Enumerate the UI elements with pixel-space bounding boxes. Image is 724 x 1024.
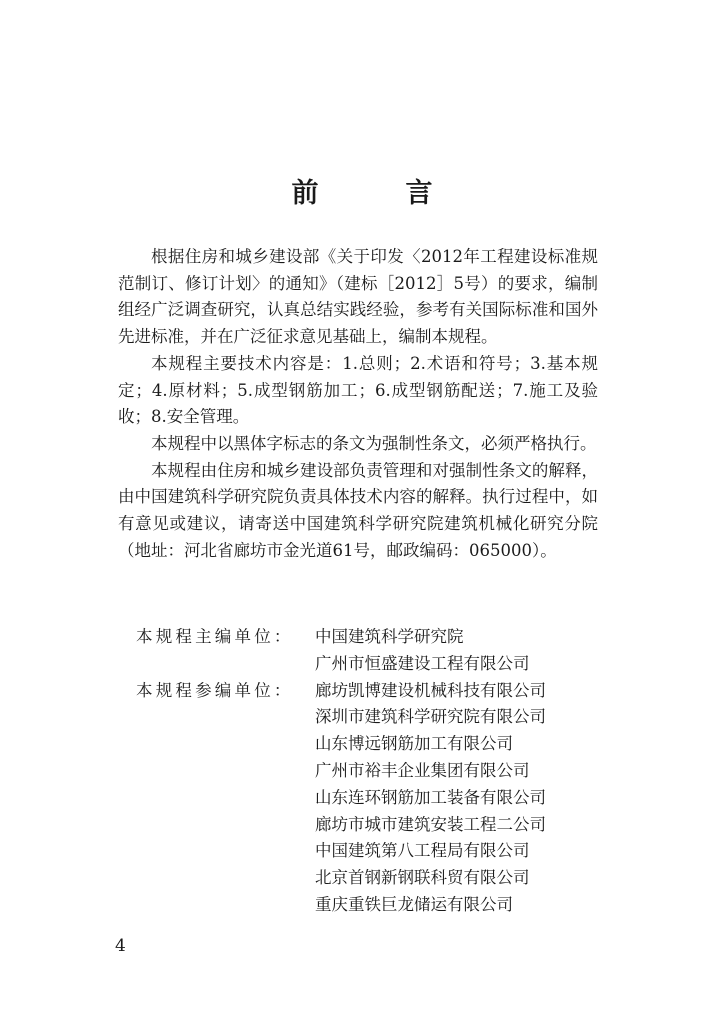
chief-units-list [315,624,598,678]
paragraph-technical-content: 本规程主要技术内容是：1.总则；2.术语和符号；3.基本规定；4.原材料；5.成型钢筋加工；6.成型钢筋配送；7.施工及验收；8.安全管理。 [118,353,598,427]
list-item: 中国建筑科学研究院 [315,627,464,646]
participating-units-label: 本规程参编单位： [136,680,294,700]
list-item: 中国建筑第八工程局有限公司 [315,841,530,861]
chief-units-group [118,624,598,678]
list-item: 广州市恒盛建设工程有限公司 [315,653,530,673]
paragraph-background: 根据住房和城乡建设部《关于印发〈2012年工程建设标准规范制订、修订计划〉的通知》（建标［2012］5号）的要求，编制组经广泛调查研究，认真总结实践经验，参考有关国际标准和国外先进标准，并在广泛征求意见基础上，编制本规程。 [118,247,598,347]
list-item: 广州市裕丰企业集团有限公司 [315,760,530,780]
participating-units-group [118,678,598,919]
list-item: 廊坊市城市建筑安装工程二公司 [315,814,546,834]
preface-body [118,244,598,564]
paragraph-administration: 本规程由住房和城乡建设部负责管理和对强制性条文的解释，由中国建筑科学研究院负责具体技术内容的解释。执行过程中，如有意见或建议，请寄送中国建筑科学研究院建筑机械化研究分院（地址：河北省廊坊市金光道61号，邮政编码：065000）。 [118,460,598,560]
list-item: 深圳市建筑科学研究院有限公司 [315,707,546,727]
list-item: 山东博远钢筋加工有限公司 [315,734,513,754]
chief-units-label: 本规程主编单位： [136,627,294,646]
list-item: 廊坊凯博建设机械科技有限公司 [315,680,546,700]
drafting-units [118,624,598,919]
list-item: 重庆重铁巨龙储运有限公司 [315,894,513,914]
list-item: 北京首钢新钢联科贸有限公司 [315,868,530,888]
participating-units-list [315,678,598,919]
page-title: 前 言 [291,178,463,209]
page-number: 4 [115,936,126,956]
paragraph-mandatory-clauses: 本规程中以黑体字标志的条文为强制性条文，必须严格执行。 [151,433,597,453]
list-item: 山东连环钢筋加工装备有限公司 [315,787,546,807]
